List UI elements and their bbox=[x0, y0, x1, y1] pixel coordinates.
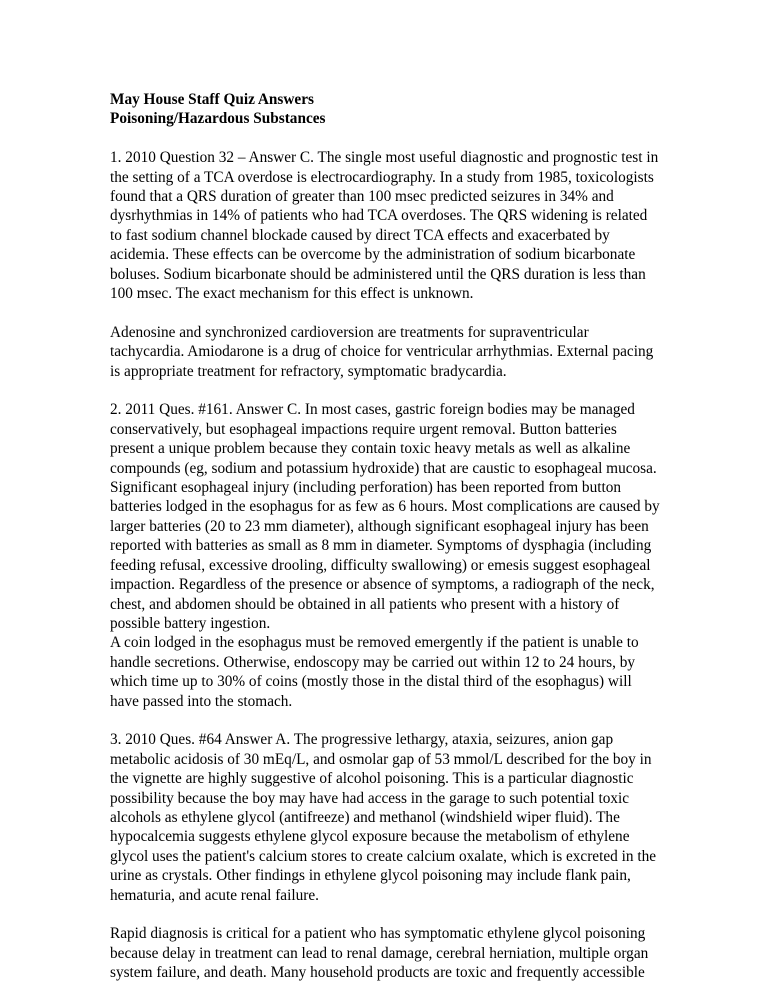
answer-2-followup-paragraph: A coin lodged in the esophagus must be removed emergently if the patient is unable to handle secretions. Otherwise, endoscopy may be carried out within 12 to 24 hours, by which time up to 30% of coins (mostly those in the distal third of the esophagus) will have passed into the stomach. bbox=[110, 634, 639, 710]
answer-3-paragraph: 3. 2010 Ques. #64 Answer A. The progressive lethargy, ataxia, seizures, anion gap metabolic acidosis of 30 mEq/L, and osmolar gap of 53 mmol/L described for the boy in the vignette are highly suggestive of alcohol poisoning. This is a particular diagnostic possibility because the boy may have had access in the garage to such potential toxic alcohols as ethylene glycol (antifreeze) and methanol (windshield wiper fluid). The hypocalcemia suggests ethylene glycol exposure because the metabolism of ethylene glycol uses the patient's calcium stores to create calcium oxalate, which is excreted in the urine as crystals. Other findings in ethylene glycol poisoning may include flank pain, hematuria, and acute renal failure. bbox=[110, 731, 657, 904]
paragraph-spacer bbox=[110, 303, 660, 322]
document-subtitle: Poisoning/Hazardous Substances bbox=[110, 110, 326, 128]
document-title: May House Staff Quiz Answers bbox=[110, 91, 314, 108]
paragraph-spacer bbox=[110, 905, 660, 924]
answer-1-paragraph: 1. 2010 Question 32 – Answer C. The single most useful diagnostic and prognostic test in the setting of a TCA overdose is electrocardiography. In a study from 1985, toxicologists found that a QRS duration of greater than 100 msec predicted seizures in 34% and dysrhythmias in 14% of patients who had TCA overdoses. The QRS widening is related to fast sodium channel blockade caused by direct TCA effects and exacerbated by acidemia. These effects can be overcome by the administration of sodium bicarbonate boluses. Sodium bicarbonate should be administered until the QRS duration is less than 100 msec. The exact mechanism for this effect is unknown. bbox=[110, 149, 659, 303]
answer-2-paragraph: 2. 2011 Ques. #161. Answer C. In most cases, gastric foreign bodies may be managed conservatively, but esophageal impactions require urgent removal. Button batteries present a unique problem because they contain toxic heavy metals as well as alkaline compounds (eg, sodium and potassium hydroxide) that are caustic to esophageal mucosa. Significant esophageal injury (including perforation) has been reported from button batteries lodged in the esophagus for as few as 6 hours. Most complications are caused by larger batteries (20 to 23 mm diameter), although significant esophageal injury has been reported with batteries as small as 8 mm in diameter. Symptoms of dysphagia (including feeding refusal, excessive drooling, difficulty swallowing) or emesis suggest esophageal impaction. Regardless of the presence or absence of symptoms, a radiograph of the neck, chest, and abdomen should be obtained in all patients who present with a history of possible battery ingestion. bbox=[110, 401, 660, 632]
answer-3-followup-paragraph: Rapid diagnosis is critical for a patient who has symptomatic ethylene glycol poisoning because delay in treatment can lead to renal damage, cerebral herniation, multiple organ system failure, and death. Many household products are toxic and frequently accessible bbox=[110, 925, 649, 982]
paragraph-spacer bbox=[110, 711, 660, 730]
paragraph-spacer bbox=[110, 381, 660, 400]
document-heading bbox=[110, 90, 660, 129]
document-body bbox=[110, 90, 660, 983]
answer-1-followup-paragraph: Adenosine and synchronized cardioversion are treatments for supraventricular tachycardia. Amiodarone is a drug of choice for ventricular arrhythmias. External pacing is appropriate treatment for refractory, symptomatic bradycardia. bbox=[110, 323, 654, 380]
